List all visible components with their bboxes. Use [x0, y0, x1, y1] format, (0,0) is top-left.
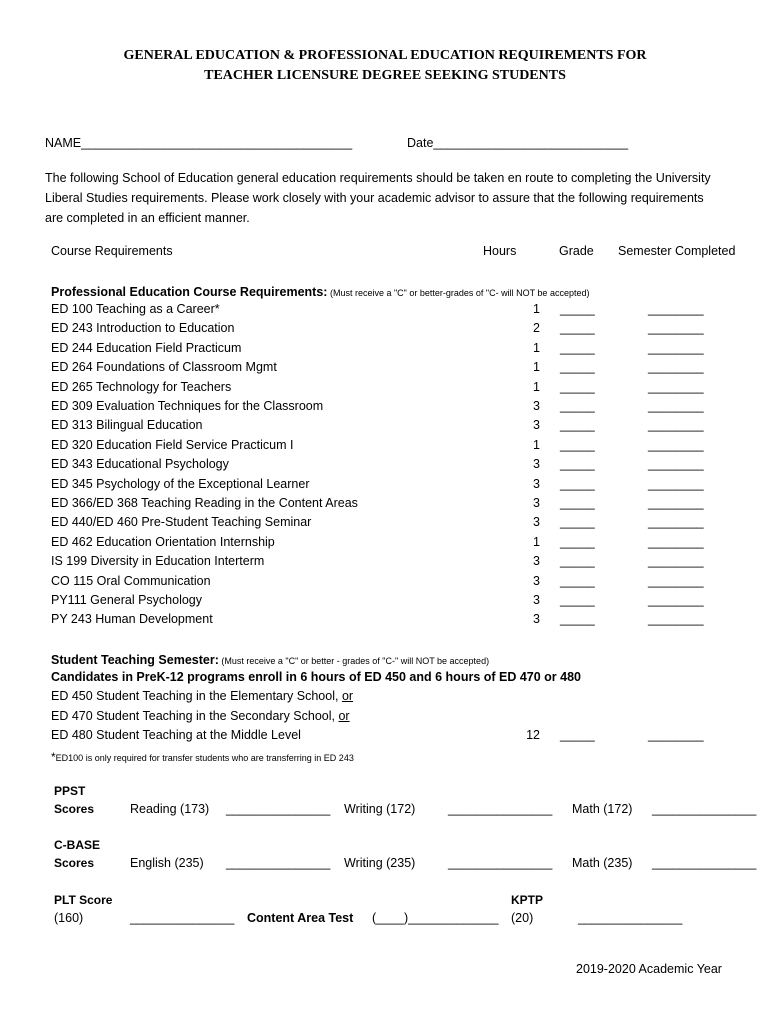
- student-teaching-heading-label: Student Teaching Semester:: [51, 653, 219, 667]
- course-name: ED 462 Education Orientation Internship: [51, 534, 275, 549]
- student-teaching-line-450: [51, 689, 353, 703]
- ppst-writing-blank[interactable]: _______________: [448, 802, 553, 816]
- semester-blank[interactable]: ________: [648, 593, 704, 607]
- course-name: PY 243 Human Development: [51, 612, 213, 627]
- course-hours: 1: [533, 302, 540, 316]
- content-area-test-blank[interactable]: (____)_____________: [372, 911, 499, 925]
- name-label: NAME: [45, 136, 82, 150]
- course-hours: 1: [533, 437, 540, 452]
- grade-blank[interactable]: _____: [560, 360, 595, 375]
- course-hours: 3: [533, 418, 540, 433]
- course-hours: 3: [533, 496, 540, 510]
- grade-blank[interactable]: _____: [560, 302, 595, 316]
- content-area-test-label: Content Area Test: [247, 911, 354, 925]
- footnote: [51, 748, 354, 766]
- semester-blank[interactable]: ________: [648, 476, 704, 491]
- semester-blank[interactable]: ________: [648, 321, 704, 336]
- course-name: ED 343 Educational Psychology: [51, 457, 229, 472]
- course-hours: 3: [533, 399, 540, 413]
- grade-blank[interactable]: _____: [560, 534, 595, 549]
- course-hours: 3: [533, 573, 540, 588]
- professional-note: (Must receive a "C" or better-grades of "C- will NOT be accepted): [327, 288, 590, 298]
- cbase-english-label: English (235): [130, 856, 204, 870]
- date-blank[interactable]: ____________________________: [433, 136, 629, 150]
- plt-blank[interactable]: _______________: [130, 911, 235, 925]
- grade-blank[interactable]: _____: [560, 515, 595, 530]
- semester-blank[interactable]: ________: [648, 379, 704, 394]
- or-label: or: [338, 709, 350, 723]
- student-teaching-hours: 12: [526, 728, 540, 742]
- course-name: ED 366/ED 368 Teaching Reading in the Content Areas: [51, 496, 358, 510]
- grade-blank[interactable]: _____: [560, 418, 595, 433]
- course-row: [0, 515, 770, 534]
- course-row: [0, 496, 770, 515]
- student-teaching-450-text: ED 450 Student Teaching in the Elementary School,: [51, 689, 342, 703]
- grade-blank[interactable]: _____: [560, 612, 595, 627]
- semester-blank[interactable]: ________: [648, 573, 704, 588]
- semester-blank[interactable]: ________: [648, 496, 704, 510]
- column-hours: Hours: [483, 244, 517, 258]
- or-label: or: [341, 689, 354, 703]
- student-teaching-480-text: ED 480 Student Teaching at the Middle Level: [51, 728, 301, 742]
- professional-heading-label: Professional Education Course Requirements:: [51, 285, 328, 299]
- course-name: IS 199 Diversity in Education Interterm: [51, 554, 265, 569]
- student-teaching-note: (Must receive a "C" or better - grades of "C-" will NOT be accepted): [218, 656, 490, 666]
- ppst-math-label: Math (172): [572, 802, 633, 816]
- grade-blank[interactable]: _____: [560, 379, 595, 394]
- cbase-scores-label: Scores: [54, 856, 95, 870]
- course-name: ED 100 Teaching as a Career*: [51, 302, 220, 316]
- course-row: [0, 554, 770, 573]
- footnote-text: ED100 is only required for transfer students who are transferring in ED 243: [55, 753, 354, 763]
- course-name: ED 345 Psychology of the Exceptional Learner: [51, 476, 310, 491]
- grade-blank[interactable]: _____: [560, 321, 595, 336]
- page-title-line1: GENERAL EDUCATION & PROFESSIONAL EDUCATION REQUIREMENTS FOR: [123, 48, 647, 63]
- course-name: CO 115 Oral Communication: [51, 573, 211, 588]
- course-hours: 3: [533, 457, 540, 472]
- ppst-label: PPST: [54, 784, 86, 798]
- ppst-math-blank[interactable]: _______________: [652, 802, 757, 816]
- semester-blank[interactable]: ________: [648, 360, 704, 375]
- cbase-label: C-BASE: [54, 838, 101, 852]
- semester-blank[interactable]: ________: [648, 534, 704, 549]
- column-semester: Semester Completed: [618, 244, 736, 258]
- course-name: PY111 General Psychology: [51, 593, 203, 607]
- semester-blank[interactable]: ________: [648, 612, 704, 627]
- course-hours: 3: [533, 593, 540, 607]
- course-row: [0, 593, 770, 612]
- kptp-blank[interactable]: _______________: [578, 911, 683, 925]
- plt-score-min: (160): [54, 911, 84, 925]
- course-hours: 3: [533, 554, 540, 569]
- semester-blank[interactable]: ________: [648, 515, 704, 530]
- plt-label: PLT Score: [54, 893, 113, 907]
- footnote-mark: *: [51, 750, 56, 764]
- kptp-score-min: (20): [511, 911, 534, 925]
- course-row: [0, 418, 770, 437]
- course-row: [0, 360, 770, 379]
- cbase-math-label: Math (235): [572, 856, 633, 870]
- ppst-writing-label: Writing (172): [344, 802, 416, 816]
- grade-blank[interactable]: _____: [560, 399, 595, 413]
- course-name: ED 244 Education Field Practicum: [51, 340, 242, 355]
- ppst-reading-label: Reading (173): [130, 802, 210, 816]
- course-hours: 1: [533, 379, 540, 394]
- semester-blank[interactable]: ________: [648, 457, 704, 472]
- grade-blank[interactable]: _____: [560, 593, 595, 607]
- grade-blank[interactable]: _____: [560, 340, 595, 355]
- course-hours: 2: [533, 321, 540, 336]
- date-field[interactable]: [407, 136, 628, 150]
- course-row: [0, 380, 770, 399]
- course-name: ED 265 Technology for Teachers: [51, 379, 232, 394]
- course-row: [0, 321, 770, 340]
- course-name: ED 309 Evaluation Techniques for the Classroom: [51, 399, 324, 413]
- student-teaching-subheading: Candidates in PreK-12 programs enroll in 6 hours of ED 450 and 6 hours of ED 470 or 480: [51, 670, 582, 684]
- course-row: [0, 612, 770, 631]
- semester-blank[interactable]: ________: [648, 399, 704, 413]
- student-teaching-heading: [51, 651, 489, 669]
- cbase-writing-blank[interactable]: _______________: [448, 856, 553, 870]
- column-grade: Grade: [559, 244, 594, 258]
- student-teaching-470-text: ED 470 Student Teaching in the Secondary School,: [51, 709, 339, 723]
- professional-heading: [51, 283, 589, 301]
- grade-blank[interactable]: _____: [560, 476, 595, 491]
- course-hours: 1: [533, 534, 540, 549]
- course-name: ED 243 Introduction to Education: [51, 321, 235, 336]
- ppst-scores-label: Scores: [54, 802, 95, 816]
- semester-blank[interactable]: ________: [648, 302, 704, 316]
- grade-blank[interactable]: _____: [560, 496, 595, 510]
- course-row: [0, 399, 770, 418]
- academic-year: 2019-2020 Academic Year: [576, 962, 722, 976]
- course-hours: 3: [533, 476, 540, 491]
- grade-blank[interactable]: _____: [560, 457, 595, 472]
- grade-blank[interactable]: _____: [560, 728, 595, 742]
- course-row: [0, 535, 770, 554]
- student-teaching-row: [0, 728, 770, 747]
- course-name: ED 440/ED 460 Pre-Student Teaching Seminar: [51, 515, 312, 530]
- course-name: ED 313 Bilingual Education: [51, 418, 203, 433]
- intro-paragraph: The following School of Education general education requirements should be taken en route to completing the University Liberal Studies requirements. Please work closely with your academic advisor to assure that the following requirements are completed in an efficient manner.: [45, 171, 711, 225]
- course-row: [0, 457, 770, 476]
- semester-blank[interactable]: ________: [648, 418, 704, 433]
- grade-blank[interactable]: _____: [560, 573, 595, 588]
- course-row: [0, 477, 770, 496]
- course-name: ED 264 Foundations of Classroom Mgmt: [51, 360, 277, 375]
- course-hours: 1: [533, 340, 540, 355]
- semester-blank[interactable]: ________: [648, 728, 704, 742]
- kptp-label: KPTP: [511, 893, 544, 907]
- grade-blank[interactable]: _____: [560, 554, 595, 569]
- course-row: [0, 438, 770, 457]
- cbase-math-blank[interactable]: _______________: [652, 856, 757, 870]
- course-hours: 3: [533, 515, 540, 530]
- ppst-reading-blank[interactable]: _______________: [226, 802, 331, 816]
- semester-blank[interactable]: ________: [648, 554, 704, 569]
- student-teaching-line-470: [51, 709, 350, 723]
- course-hours: 1: [533, 360, 540, 375]
- page-title-line2: TEACHER LICENSURE DEGREE SEEKING STUDENTS: [204, 68, 566, 83]
- course-name: ED 320 Education Field Service Practicum I: [51, 437, 294, 452]
- course-row: [0, 302, 770, 321]
- name-field[interactable]: [45, 136, 352, 150]
- course-row: [0, 574, 770, 593]
- name-blank[interactable]: _______________________________________: [81, 136, 353, 150]
- semester-blank[interactable]: ________: [648, 340, 704, 355]
- cbase-writing-label: Writing (235): [344, 856, 416, 870]
- grade-blank[interactable]: _____: [560, 437, 595, 452]
- column-course: Course Requirements: [51, 244, 173, 258]
- course-row: [0, 341, 770, 360]
- date-label: Date: [407, 136, 434, 150]
- course-hours: 3: [533, 612, 540, 627]
- semester-blank[interactable]: ________: [648, 437, 704, 452]
- cbase-english-blank[interactable]: _______________: [226, 856, 331, 870]
